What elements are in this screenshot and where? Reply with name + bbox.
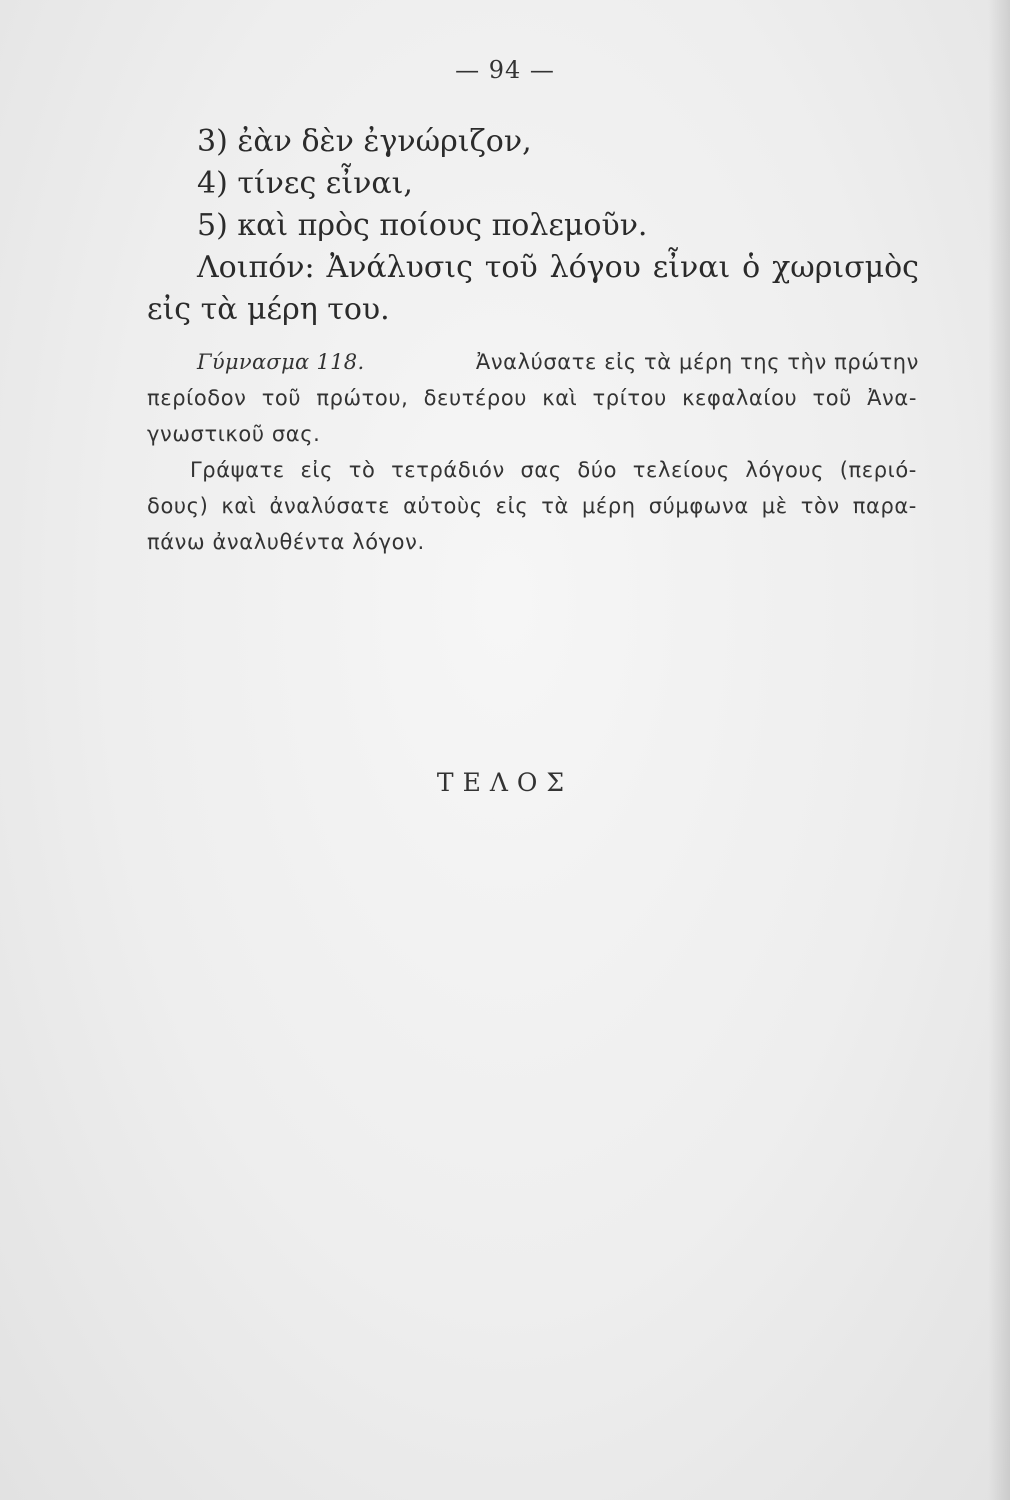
instruction-line: δους) καὶ ἀναλύσατε αὐτοὺς εἰς τὰ μέρη σύμφωνα μὲ τὸν παρα-: [147, 494, 917, 518]
page-number: — 94 —: [455, 56, 555, 84]
list-item: 3) ἐὰν δὲν ἐγνώριζον,: [197, 124, 532, 159]
conclusion-line: εἰς τὰ μέρη του.: [147, 292, 390, 327]
end-mark: ΤΕΛΟΣ: [436, 768, 574, 797]
list-item: 5) καὶ πρὸς ποίους πολεμοῦν.: [197, 208, 648, 243]
exercise-line: γνωστικοῦ σας.: [147, 422, 321, 446]
page-edge-shadow: [988, 0, 1010, 1500]
exercise-text: Ἀναλύσατε εἰς τὰ μέρη της τὴν πρώτην: [475, 350, 919, 374]
list-item: 4) τίνες εἶναι,: [197, 166, 413, 201]
instruction-line: πάνω ἀναλυθέντα λόγον.: [147, 530, 425, 554]
exercise-line: περίοδον τοῦ πρώτου, δευτέρου καὶ τρίτου κεφαλαίου τοῦ Ἀνα-: [147, 386, 917, 410]
instruction-line: Γράψατε εἰς τὸ τετράδιόν σας δύο τελείους λόγους (περιό-: [190, 458, 917, 482]
exercise-label: Γύμνασμα 118.: [197, 350, 365, 374]
conclusion-line: Λοιπόν: Ἀνάλυσις τοῦ λόγου εἶναι ὁ χωρισμὸς: [197, 250, 919, 285]
exercise-heading-line: [197, 350, 919, 374]
